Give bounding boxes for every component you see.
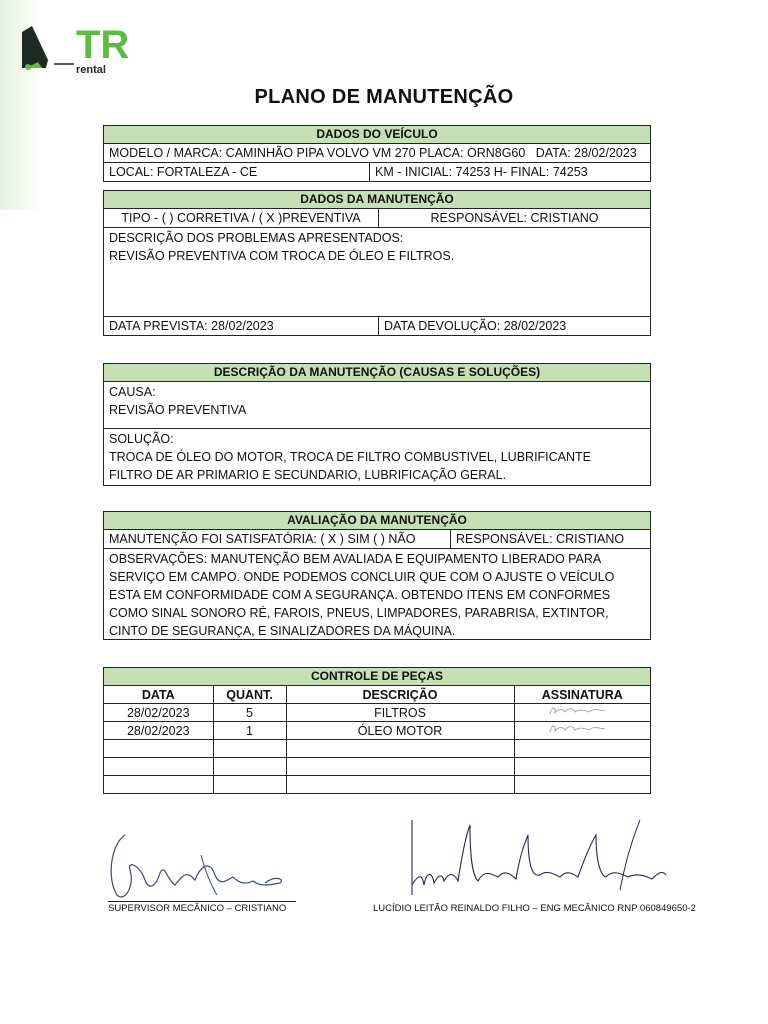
row-description — [286, 758, 514, 776]
column-header-description: DESCRIÇÃO — [286, 686, 514, 704]
evaluation-responsible: RESPONSÁVEL: CRISTIANO — [450, 530, 650, 548]
solution-line-1: TROCA DE ÓLEO DO MOTOR, TROCA DE FILTRO COMBUSTIVEL, LUBRIFICANTE — [109, 450, 592, 464]
column-header-date: DATA — [104, 686, 213, 704]
row-quantity — [213, 758, 286, 776]
solution-label: SOLUÇÃO: — [109, 432, 174, 446]
company-logo — [18, 20, 168, 80]
column-header-signature: ASSINATURA — [514, 686, 650, 704]
row-quantity: 1 — [213, 722, 286, 740]
row-description: ÓLEO MOTOR — [286, 722, 514, 740]
row-signature — [514, 758, 650, 776]
parts-table — [104, 686, 650, 793]
row-description: FILTROS — [286, 704, 514, 722]
parts-control-section — [103, 667, 651, 794]
observation-line: ESTA EM CONFORMIDADE COM A SEGURANÇA. OBTENDO ITENS EM CONFORMES — [109, 588, 611, 602]
problem-description-label: DESCRIÇÃO DOS PROBLEMAS APRESENTADOS: — [109, 231, 404, 245]
causes-solutions-section — [103, 363, 651, 486]
observations-block — [104, 549, 650, 639]
table-row — [104, 758, 650, 776]
problem-description: REVISÃO PREVENTIVA COM TROCA DE ÓLEO E FILTROS. — [109, 249, 455, 263]
row-description — [286, 740, 514, 758]
vehicle-location: LOCAL: FORTALEZA - CE — [109, 165, 258, 179]
row-quantity: 5 — [213, 704, 286, 722]
parts-table-header-row — [104, 686, 650, 704]
vehicle-km: KM - INICIAL: 74253 H- FINAL: 74253 — [369, 163, 650, 181]
evaluation-header: AVALIAÇÃO DA MANUTENÇÃO — [104, 512, 650, 530]
vehicle-location-section — [103, 162, 651, 182]
supervisor-signature-line — [108, 901, 296, 902]
supervisor-signature-label: SUPERVISOR MECÂNICO – CRISTIANO — [108, 903, 287, 914]
causes-solutions-header: DESCRIÇÃO DA MANUTENÇÃO (CAUSAS E SOLUÇÕES) — [104, 364, 650, 382]
page-title: PLANO DE MANUTENÇÃO — [254, 86, 514, 108]
row-signature — [514, 740, 650, 758]
maintenance-data-header: DADOS DA MANUTENÇÃO — [104, 191, 650, 209]
table-row — [104, 776, 650, 794]
maintenance-data-section — [103, 190, 651, 336]
vehicle-model: MODELO / MARCA: CAMINHÃO PIPA VOLVO VM 270 PLACA: ORN8G60 — [109, 146, 526, 160]
row-date — [104, 776, 213, 794]
row-description — [286, 776, 514, 794]
cause-text: REVISÃO PREVENTIVA — [109, 403, 247, 417]
logo-text: TR — [76, 23, 130, 67]
table-row — [104, 704, 650, 722]
maintenance-type: TIPO - ( ) CORRETIVA / ( X )PREVENTIVA — [121, 211, 361, 225]
observation-line: COMO SINAL SONORO RÉ, FAROIS, PNEUS, LIMPADORES, PARABRISA, EXTINTOR, — [109, 606, 609, 620]
row-date — [104, 740, 213, 758]
return-date: DATA DEVOLUÇÃO: 28/02/2023 — [378, 317, 650, 335]
solution-block — [104, 429, 650, 485]
row-signature — [514, 722, 650, 740]
row-date: 28/02/2023 — [104, 704, 213, 722]
parts-control-header: CONTROLE DE PEÇAS — [104, 668, 650, 686]
observation-line: SERVIÇO EM CAMPO. ONDE PODEMOS CONCLUIR QUE COM O AJUSTE O VEÍCULO — [109, 570, 615, 584]
row-signature — [514, 704, 650, 722]
vehicle-model-row — [104, 144, 650, 162]
solution-line-2: FILTRO DE AR PRIMARIO E SECUNDARIO, LUBRIFICAÇÃO GERAL. — [109, 468, 507, 482]
engineer-signature — [400, 815, 670, 900]
row-quantity — [213, 740, 286, 758]
small-signature — [547, 722, 617, 736]
cause-label: CAUSA: — [109, 385, 156, 399]
engineer-signature-label: LUCÍDIO LEITÃO REINALDO FILHO – ENG MECÂNICO RNP 060849650-2 — [373, 903, 696, 914]
row-signature — [514, 776, 650, 794]
expected-date: DATA PREVISTA: 28/02/2023 — [109, 319, 274, 333]
satisfactory-check: MANUTENÇÃO FOI SATISFATÓRIA: ( X ) SIM ( ) NÃO — [109, 532, 416, 546]
vehicle-date: DATA: 28/02/2023 — [535, 146, 637, 160]
cause-block — [104, 382, 650, 428]
small-signature — [547, 704, 617, 718]
table-row — [104, 722, 650, 740]
row-quantity — [213, 776, 286, 794]
vehicle-data-section — [103, 125, 651, 163]
vehicle-data-header: DADOS DO VEÍCULO — [104, 126, 650, 144]
evaluation-section — [103, 511, 651, 640]
column-header-quantity: QUANT. — [213, 686, 286, 704]
problem-description-block — [104, 228, 650, 316]
supervisor-signature — [105, 825, 300, 905]
maintenance-responsible: RESPONSÁVEL: CRISTIANO — [378, 209, 650, 227]
observation-line: OBSERVAÇÕES: MANUTENÇÃO BEM AVALIADA E EQUIPAMENTO LIBERADO PARA — [109, 552, 602, 566]
row-date — [104, 758, 213, 776]
logo-subtext: rental — [76, 64, 106, 76]
table-row — [104, 740, 650, 758]
row-date: 28/02/2023 — [104, 722, 213, 740]
observation-line: CINTO DE SEGURANÇA, E SINALIZADORES DA MÁQUINA. — [109, 624, 456, 638]
